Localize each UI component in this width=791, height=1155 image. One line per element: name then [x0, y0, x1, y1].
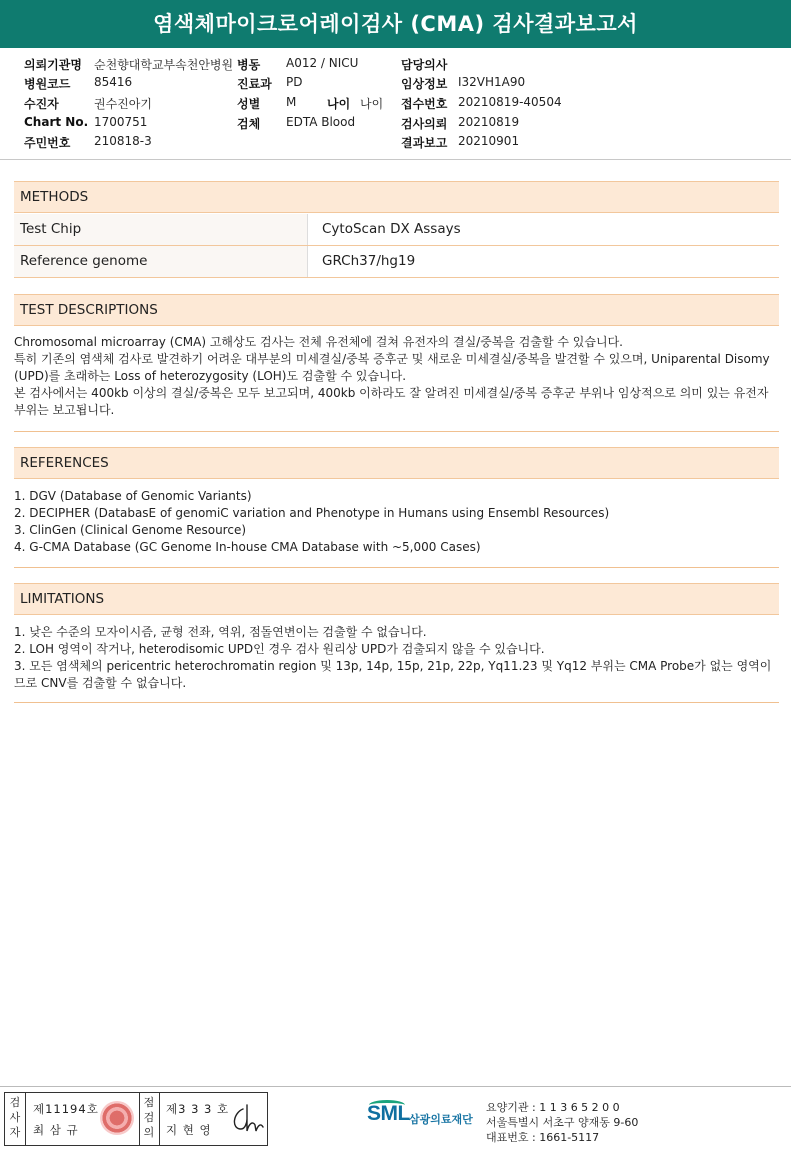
request-date-label: 검사의뢰	[401, 117, 448, 131]
examiner-name: 최 삼 규	[33, 1123, 79, 1137]
physician-label: 담당의사	[401, 58, 448, 72]
methods-table	[14, 214, 779, 278]
reference-genome-key: Reference genome	[14, 246, 308, 277]
table-row	[14, 214, 779, 246]
test-chip-value: CytoScan DX Assays	[322, 221, 461, 237]
description-line: 본 검사에서는 400kb 이상의 결실/중복은 모두 보고되며, 400kb 이하라도 잘 알려진 미세결실/중복 증후군 부위나 임상적으로 의미 있는 유전자 부위는 보고됩니다.	[14, 386, 769, 417]
hospital-code-label: 병원코드	[24, 77, 71, 91]
age-value: 나이	[360, 97, 384, 111]
descriptions-heading: TEST DESCRIPTIONS	[14, 294, 779, 326]
specimen-value: EDTA Blood	[286, 115, 356, 129]
separator	[25, 1093, 26, 1145]
receipt-no-value: 20210819-40504	[458, 95, 562, 109]
methods-heading: METHODS	[14, 181, 779, 213]
limitations-list	[14, 624, 779, 692]
organization-info	[486, 1100, 638, 1145]
seal-stamp-icon	[100, 1101, 134, 1135]
limitation-item: 3. 모든 염색체의 pericentric heterochromatin region 및 13p, 14p, 15p, 21p, 22p, Yq11.23 및 Yq12 부위는 CMA Probe가 없는 영역이므로 CNV를 검출할 수 없습니다.	[14, 659, 772, 690]
clinical-info-label: 임상정보	[401, 77, 448, 91]
report-title: 염색체마이크로어레이검사 (CMA) 검사결과보고서	[0, 0, 791, 48]
organization-address: 서울특별시 서초구 양재동 9-60	[486, 1116, 639, 1129]
header-divider	[0, 159, 791, 160]
limitations-heading: LIMITATIONS	[14, 583, 779, 615]
references-list	[14, 488, 779, 556]
reference-item: 2. DECIPHER (DatabasE of genomiC variation and Phenotype in Humans using Ensembl Resources)	[14, 506, 610, 520]
clinical-info-value: I32VH1A90	[458, 75, 526, 89]
reviewer-license: 제3 3 3 호	[166, 1102, 230, 1116]
signature-icon	[229, 1101, 267, 1137]
department-label: 진료과	[237, 77, 272, 91]
descriptions-text	[14, 334, 779, 419]
sex-value: M	[286, 95, 297, 109]
references-heading: REFERENCES	[14, 447, 779, 479]
description-line: Chromosomal microarray (CMA) 고해상도 검사는 전체 유전체에 걸쳐 유전자의 결실/중복을 검출할 수 있습니다.	[14, 335, 623, 349]
examiner-license: 제11194호	[33, 1102, 99, 1116]
resident-no-value: 210818-3	[94, 134, 152, 148]
signature-box	[4, 1092, 268, 1146]
chart-no-value: 1700751	[94, 115, 148, 129]
sex-label: 성별	[237, 97, 261, 111]
logo-text: SML	[367, 1102, 410, 1125]
receipt-no-label: 접수번호	[401, 97, 448, 111]
ward-value: A012 / NICU	[286, 56, 359, 70]
age-label: 나이	[327, 97, 351, 111]
table-row	[14, 246, 779, 278]
patient-info	[0, 54, 791, 154]
organization-phone: 대표번호 : 1661-5117	[486, 1131, 600, 1144]
ward-label: 병동	[237, 58, 261, 72]
reference-item: 3. ClinGen (Clinical Genome Resource)	[14, 523, 247, 537]
reference-item: 1. DGV (Database of Genomic Variants)	[14, 489, 252, 503]
hospital-name-value: 순천향대학교부속천안병원	[94, 58, 234, 72]
institution-code: 요양기관 : 1 1 3 6 5 2 0 0	[486, 1101, 620, 1114]
reference-genome-value: GRCh37/hg19	[322, 253, 416, 269]
section-divider	[14, 431, 779, 432]
request-date-value: 20210819	[458, 115, 520, 129]
footer-divider	[0, 1086, 791, 1087]
hospital-name-label: 의뢰기관명	[24, 58, 82, 72]
sml-logo	[367, 1100, 487, 1136]
patient-name-label: 수진자	[24, 97, 59, 111]
section-divider	[14, 702, 779, 703]
patient-name-value: 권수진아기	[94, 97, 152, 111]
description-line: 특히 기존의 염색체 검사로 발견하기 어려운 대부분의 미세결실/중복 증후군 및 새로운 미세결실/중복을 발견할 수 있으며, Uniparental Disomy (UPD)를 초래하는 Loss of heterozygosity (LOH)도 검출할 수 있습니다.	[14, 352, 770, 383]
chart-no-label: Chart No.	[24, 115, 89, 129]
separator	[159, 1093, 160, 1145]
section-divider	[14, 567, 779, 568]
reviewer-name: 지 현 영	[166, 1123, 212, 1137]
examiner-label: 검사자	[9, 1096, 21, 1139]
limitation-item: 2. LOH 영역이 작거나, heterodisomic UPD인 경우 검사 원리상 UPD가 검출되지 않을 수 있습니다.	[14, 642, 545, 656]
specimen-label: 검체	[237, 117, 261, 131]
reviewer-label: 점검의	[143, 1096, 155, 1139]
test-chip-key: Test Chip	[14, 214, 308, 245]
report-date-label: 결과보고	[401, 136, 448, 150]
hospital-code-value: 85416	[94, 75, 133, 89]
resident-no-label: 주민번호	[24, 136, 71, 150]
limitation-item: 1. 낮은 수준의 모자이시즘, 균형 전좌, 역위, 점돌연변이는 검출할 수 없습니다.	[14, 625, 427, 639]
organization-name: 삼광의료재단	[409, 1113, 473, 1126]
department-value: PD	[286, 75, 303, 89]
reference-item: 4. G-CMA Database (GC Genome In-house CMA Database with ~5,000 Cases)	[14, 540, 481, 554]
report-date-value: 20210901	[458, 134, 520, 148]
